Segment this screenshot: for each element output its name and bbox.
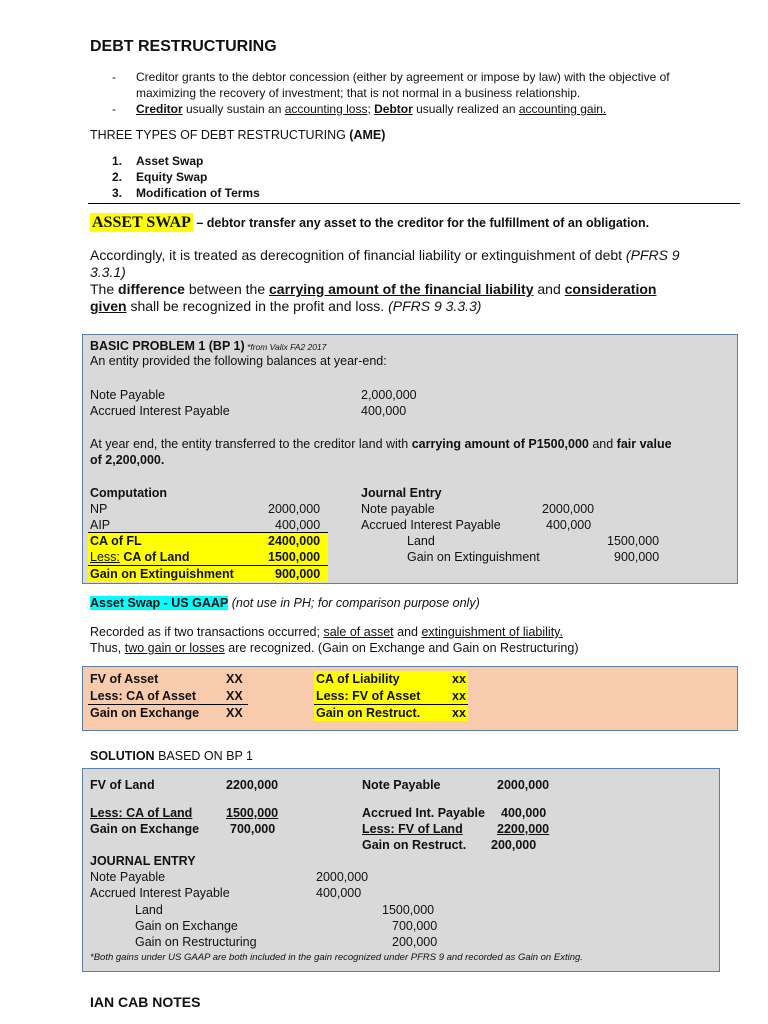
bullet-dash: - bbox=[112, 102, 116, 116]
text: BASED ON BP 1 bbox=[154, 749, 254, 763]
computation-label: Gain on Extinguishment bbox=[90, 567, 234, 581]
type-2-num: 2. bbox=[112, 170, 123, 184]
journal-heading: Journal Entry bbox=[361, 486, 442, 500]
usgaap-right-label: Gain on Restruct. bbox=[316, 706, 421, 720]
text: – debtor transfer any asset to the creditor for the fulfillment of an obligation. bbox=[192, 216, 650, 230]
type-3-label: Modification of Terms bbox=[136, 186, 260, 200]
transfer-text-2: of 2,200,000. bbox=[90, 453, 165, 467]
text: two gain or losses bbox=[124, 641, 225, 655]
je-label: Gain on Restructuring bbox=[135, 935, 257, 949]
usgaap-left-value: XX bbox=[226, 689, 243, 703]
text: CA of Land bbox=[119, 550, 190, 564]
computation-value: 400,000 bbox=[275, 518, 321, 532]
solution-left-value: 1500,000 bbox=[226, 806, 279, 820]
computation-label: AIP bbox=[90, 518, 111, 532]
je-label: Accrued Interest Payable bbox=[90, 886, 230, 900]
journal-credit: 900,000 bbox=[614, 550, 660, 564]
computation-label: CA of FL bbox=[90, 534, 142, 548]
solution-right-value: 2200,000 bbox=[497, 822, 550, 836]
asset-swap-tag: ASSET SWAP bbox=[92, 214, 191, 231]
line bbox=[90, 281, 740, 298]
types-heading bbox=[90, 127, 385, 143]
text: *from Valix FA2 2017 bbox=[244, 342, 327, 352]
usgaap-tag: Asset Swap - US GAAP bbox=[90, 596, 229, 610]
debtor-word: Debtor bbox=[374, 102, 413, 116]
text: The bbox=[90, 281, 119, 297]
solution-left-value: 700,000 bbox=[230, 822, 276, 836]
usgaap-left-value: XX bbox=[226, 672, 243, 686]
solution-left-label: Less: CA of Land bbox=[90, 806, 193, 820]
solution-right-value: 400,000 bbox=[501, 806, 547, 820]
text: Less: bbox=[90, 550, 120, 564]
computation-heading: Computation bbox=[90, 486, 168, 500]
solution-right-label: Accrued Int. Payable bbox=[362, 806, 485, 820]
solution-right-label: Less: FV of Land bbox=[362, 822, 463, 836]
text: difference bbox=[118, 281, 185, 297]
usgaap-right-label: Less: FV of Asset bbox=[316, 689, 421, 703]
solution-left-value: 2200,000 bbox=[226, 778, 279, 792]
transfer-text bbox=[90, 436, 672, 452]
page-title: DEBT RESTRUCTURING bbox=[90, 38, 277, 55]
type-1-label: Asset Swap bbox=[136, 154, 204, 168]
line bbox=[90, 247, 740, 264]
gain-word: accounting gain. bbox=[518, 102, 607, 116]
balance-label: Accrued Interest Payable bbox=[90, 404, 230, 418]
je-heading: JOURNAL ENTRY bbox=[90, 854, 196, 868]
solution-right-value: 2000,000 bbox=[497, 778, 550, 792]
balance-value: 2,000,000 bbox=[361, 388, 417, 402]
text: Recorded as if two transactions occurred; bbox=[90, 625, 324, 639]
je-credit: 200,000 bbox=[392, 935, 438, 949]
text: ; bbox=[367, 102, 375, 116]
bullet-1-line1: Creditor grants to the debtor concession (either by agreement or impose by law) with the objective of bbox=[136, 70, 670, 84]
text: (not use in PH; for comparison purpose only) bbox=[228, 596, 480, 610]
usgaap-left-value: XX bbox=[226, 706, 243, 720]
text: usually realized an bbox=[412, 102, 519, 116]
journal-debit: 2000,000 bbox=[542, 502, 595, 516]
type-3-num: 3. bbox=[112, 186, 123, 200]
text: THREE TYPES OF DEBT RESTRUCTURING bbox=[90, 128, 350, 142]
text: and bbox=[393, 625, 422, 639]
text: consideration bbox=[564, 281, 657, 297]
text: sale of asset bbox=[323, 625, 394, 639]
je-credit: 700,000 bbox=[392, 919, 438, 933]
solution-right-label: Gain on Restruct. bbox=[362, 838, 467, 852]
journal-credit: 1500,000 bbox=[607, 534, 660, 548]
solution-right-value: 200,000 bbox=[491, 838, 537, 852]
bullet-2 bbox=[136, 101, 606, 117]
text: (PFRS 9 3.3.3) bbox=[388, 298, 482, 314]
type-2-label: Equity Swap bbox=[136, 170, 208, 184]
usgaap-line-2 bbox=[90, 640, 579, 656]
computation-label: NP bbox=[90, 502, 108, 516]
solution-right-label: Note Payable bbox=[362, 778, 441, 792]
usgaap-right-label: CA of Liability bbox=[316, 672, 400, 686]
je-label: Note Payable bbox=[90, 870, 166, 884]
text: shall be recognized in the profit and loss. bbox=[126, 298, 389, 314]
text: At year end, the entity transferred to the creditor land with bbox=[90, 437, 412, 451]
text: SOLUTION bbox=[90, 749, 155, 763]
text: (PFRS 9 bbox=[625, 247, 680, 263]
line bbox=[90, 298, 740, 315]
usgaap-left-label: Gain on Exchange bbox=[90, 706, 200, 720]
usgaap-left-label: Less: CA of Asset bbox=[90, 689, 197, 703]
text: fair value bbox=[616, 437, 672, 451]
usgaap-right-value: xx bbox=[452, 689, 466, 703]
usgaap-line-1 bbox=[90, 624, 563, 640]
bp1-intro: An entity provided the following balances at year-end: bbox=[90, 354, 387, 368]
computation-label bbox=[90, 549, 190, 565]
solution-heading bbox=[90, 748, 253, 764]
text: and bbox=[533, 281, 565, 297]
solution-left-label: FV of Land bbox=[90, 778, 155, 792]
computation-value: 2000,000 bbox=[268, 502, 321, 516]
je-debit: 2000,000 bbox=[316, 870, 369, 884]
usgaap-right-value: xx bbox=[452, 672, 466, 686]
solution-left-label: Gain on Exchange bbox=[90, 822, 200, 836]
solution-footnote: *Both gains under US GAAP are both included in the gain recognized under PFRS 9 and recorded as Gain on Exting. bbox=[90, 952, 583, 963]
text: BASIC PROBLEM 1 (BP 1) bbox=[90, 339, 245, 353]
type-1-num: 1. bbox=[112, 154, 123, 168]
derecognition-paragraph bbox=[90, 247, 740, 315]
usgaap-right-value: xx bbox=[452, 706, 466, 720]
text: (AME) bbox=[349, 128, 386, 142]
usgaap-left-label: FV of Asset bbox=[90, 672, 159, 686]
je-label: Gain on Exchange bbox=[135, 919, 238, 933]
text: carrying amount of the financial liability bbox=[269, 281, 534, 297]
computation-value: 1500,000 bbox=[268, 550, 321, 564]
text: between the bbox=[184, 281, 269, 297]
bullet-dash: - bbox=[112, 70, 116, 84]
text: Thus, bbox=[90, 641, 125, 655]
divider bbox=[88, 203, 740, 204]
journal-label: Land bbox=[407, 534, 435, 548]
bullet-1-line2: maximizing the recovery of investment; that is not normal in a business relationship. bbox=[136, 86, 581, 100]
text: usually sustain an bbox=[182, 102, 285, 116]
text: carrying amount of P1500,000 bbox=[411, 437, 589, 451]
journal-label: Gain on Extinguishment bbox=[407, 550, 540, 564]
je-label: Land bbox=[135, 903, 163, 917]
journal-label: Accrued Interest Payable bbox=[361, 518, 501, 532]
text: are recognized. (Gain on Exchange and Gain on Restructuring) bbox=[224, 641, 579, 655]
text: given bbox=[90, 298, 127, 314]
journal-debit: 400,000 bbox=[546, 518, 592, 532]
asset-swap-heading bbox=[90, 214, 649, 232]
balance-value: 400,000 bbox=[361, 404, 407, 418]
creditor-word: Creditor bbox=[136, 102, 183, 116]
computation-value: 2400,000 bbox=[268, 534, 321, 548]
footer-notes: IAN CAB NOTES bbox=[90, 994, 201, 1010]
je-debit: 400,000 bbox=[316, 886, 362, 900]
text: and bbox=[588, 437, 617, 451]
usgaap-heading bbox=[90, 595, 480, 611]
loss-word: accounting loss bbox=[284, 102, 368, 116]
je-credit: 1500,000 bbox=[382, 903, 435, 917]
computation-value: 900,000 bbox=[275, 567, 321, 581]
line: 3.3.1) bbox=[90, 264, 126, 280]
text: extinguishment of liability. bbox=[421, 625, 563, 639]
balance-label: Note Payable bbox=[90, 388, 166, 402]
text: Accordingly, it is treated as derecognition of financial liability or extinguishment of debt bbox=[90, 247, 626, 263]
journal-label: Note payable bbox=[361, 502, 435, 516]
